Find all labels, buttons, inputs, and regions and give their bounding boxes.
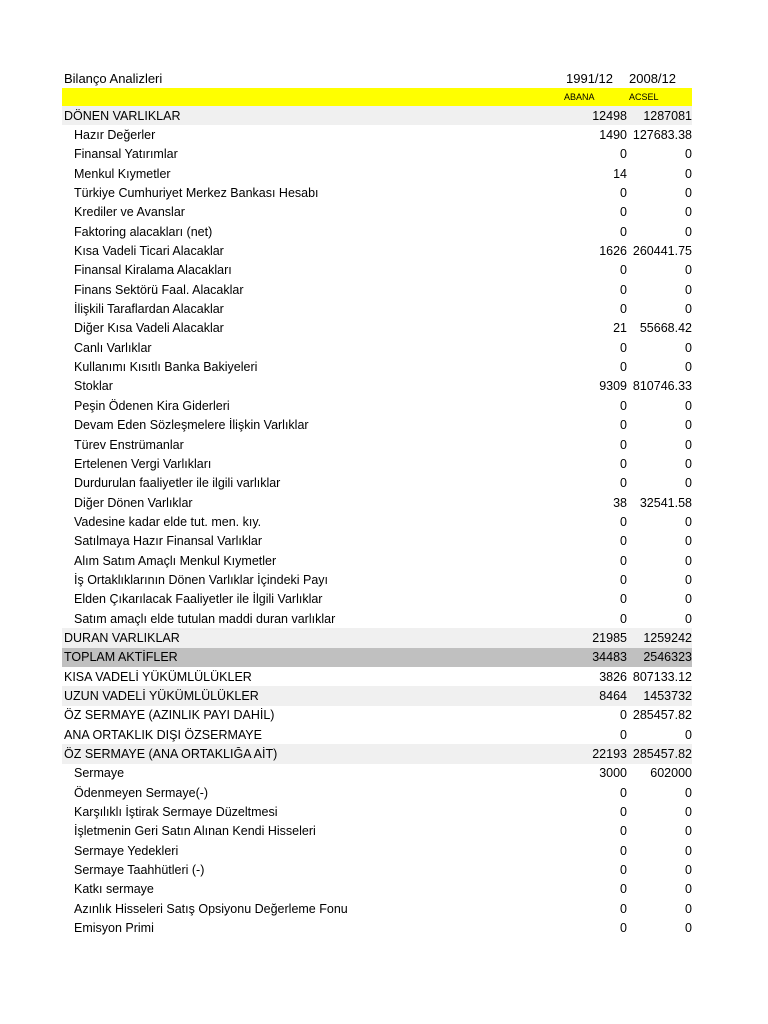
row-value-1991: 0 bbox=[620, 901, 627, 916]
row-value-1991: 0 bbox=[620, 302, 627, 317]
row-value-2008: 0 bbox=[685, 263, 692, 278]
row-value-2008: 0 bbox=[685, 572, 692, 587]
row-value-1991: 0 bbox=[620, 456, 627, 471]
table-row bbox=[62, 299, 692, 318]
table-row bbox=[62, 377, 692, 396]
row-value-2008: 0 bbox=[685, 418, 692, 433]
row-value-2008: 0 bbox=[685, 805, 692, 820]
row-value-2008: 0 bbox=[685, 437, 692, 452]
table-row bbox=[62, 686, 692, 705]
table-body bbox=[62, 106, 692, 938]
row-label: Faktoring alacakları (net) bbox=[74, 224, 213, 239]
row-value-2008: 0 bbox=[685, 921, 692, 936]
row-value-2008: 0 bbox=[685, 592, 692, 607]
row-value-1991: 0 bbox=[620, 418, 627, 433]
row-label: Türev Enstrümanlar bbox=[74, 437, 184, 452]
row-label: Vadesine kadar elde tut. men. kıy. bbox=[74, 514, 262, 529]
table-row bbox=[62, 725, 692, 744]
table-row bbox=[62, 396, 692, 415]
row-label: Karşılıklı İştirak Sermaye Düzeltmesi bbox=[74, 805, 278, 820]
table-row bbox=[62, 338, 692, 357]
table-row bbox=[62, 822, 692, 841]
row-value-2008: 0 bbox=[685, 863, 692, 878]
row-value-2008: 0 bbox=[685, 282, 692, 297]
row-label: ÖZ SERMAYE (AZINLIK PAYI DAHİL) bbox=[64, 708, 275, 723]
row-value-1991: 0 bbox=[620, 882, 627, 897]
row-value-1991: 0 bbox=[620, 785, 627, 800]
row-label: DÖNEN VARLIKLAR bbox=[64, 108, 181, 123]
row-value-1991: 1626 bbox=[599, 244, 627, 259]
row-value-2008: 0 bbox=[685, 205, 692, 220]
row-value-2008: 0 bbox=[685, 186, 692, 201]
row-value-2008: 0 bbox=[685, 824, 692, 839]
row-value-2008: 0 bbox=[685, 534, 692, 549]
period-2008-header: 2008/12 bbox=[629, 70, 676, 86]
row-label: Diğer Dönen Varlıklar bbox=[74, 495, 193, 510]
row-value-1991: 22193 bbox=[592, 747, 627, 762]
row-label: Azınlık Hisseleri Satış Opsiyonu Değerleme Fonu bbox=[74, 901, 348, 916]
row-value-2008: 0 bbox=[685, 785, 692, 800]
row-label: Finansal Kiralama Alacakları bbox=[74, 263, 232, 278]
row-label: Ödenmeyen Sermaye(-) bbox=[74, 785, 209, 800]
row-label: UZUN VADELİ YÜKÜMLÜLÜKLER bbox=[64, 688, 259, 703]
row-label: İlişkili Taraflardan Alacaklar bbox=[74, 302, 224, 317]
table-row bbox=[62, 551, 692, 570]
row-value-2008: 127683.38 bbox=[632, 128, 692, 143]
row-value-1991: 14 bbox=[613, 166, 627, 181]
row-value-1991: 9309 bbox=[599, 379, 627, 394]
row-label: Stoklar bbox=[74, 379, 113, 394]
row-label: Satım amaçlı elde tutulan maddi duran varlıklar bbox=[74, 611, 336, 626]
row-value-1991: 0 bbox=[620, 398, 627, 413]
row-value-1991: 0 bbox=[620, 592, 627, 607]
table-row bbox=[62, 590, 692, 609]
row-value-2008: 260441.75 bbox=[632, 244, 692, 259]
row-value-2008: 810746.33 bbox=[632, 379, 692, 394]
table-row bbox=[62, 918, 692, 937]
row-label: Durdurulan faaliyetler ile ilgili varlıklar bbox=[74, 476, 281, 491]
table-row bbox=[62, 667, 692, 686]
row-value-1991: 0 bbox=[620, 263, 627, 278]
row-label: KISA VADELİ YÜKÜMLÜLÜKLER bbox=[64, 669, 252, 684]
table-row bbox=[62, 241, 692, 260]
row-label: Krediler ve Avanslar bbox=[74, 205, 185, 220]
row-value-1991: 0 bbox=[620, 224, 627, 239]
table-row bbox=[62, 280, 692, 299]
row-value-2008: 0 bbox=[685, 727, 692, 742]
table-row bbox=[62, 570, 692, 589]
row-value-2008: 55668.42 bbox=[639, 321, 692, 336]
row-value-1991: 34483 bbox=[592, 650, 627, 665]
row-value-1991: 0 bbox=[620, 708, 627, 723]
table-row bbox=[62, 880, 692, 899]
table-row bbox=[62, 609, 692, 628]
header-row bbox=[62, 68, 692, 88]
table-row bbox=[62, 493, 692, 512]
row-value-2008: 0 bbox=[685, 456, 692, 471]
row-label: Katkı sermaye bbox=[74, 882, 154, 897]
row-value-1991: 38 bbox=[613, 495, 627, 510]
table-row bbox=[62, 164, 692, 183]
table-row bbox=[62, 357, 692, 376]
balance-sheet-table bbox=[62, 68, 692, 938]
row-value-2008: 0 bbox=[685, 398, 692, 413]
table-row bbox=[62, 706, 692, 725]
row-value-1991: 8464 bbox=[599, 688, 627, 703]
table-row bbox=[62, 744, 692, 763]
company-code-row bbox=[62, 88, 692, 106]
row-value-2008: 285457.82 bbox=[632, 708, 692, 723]
row-label: DURAN VARLIKLAR bbox=[64, 630, 180, 645]
row-label: Emisyon Primi bbox=[74, 921, 154, 936]
row-value-1991: 0 bbox=[620, 553, 627, 568]
table-row bbox=[62, 203, 692, 222]
row-value-1991: 12498 bbox=[592, 108, 627, 123]
row-value-1991: 21 bbox=[613, 321, 627, 336]
table-row bbox=[62, 145, 692, 164]
row-label: Sermaye Taahhütleri (-) bbox=[74, 863, 205, 878]
row-value-2008: 1453732 bbox=[643, 688, 692, 703]
table-row bbox=[62, 183, 692, 202]
row-value-2008: 602000 bbox=[650, 766, 692, 781]
row-label: Elden Çıkarılacak Faaliyetler ile İlgili Varlıklar bbox=[74, 592, 323, 607]
row-value-1991: 0 bbox=[620, 514, 627, 529]
company-code-acsel: ACSEL bbox=[629, 92, 659, 102]
row-value-2008: 0 bbox=[685, 340, 692, 355]
row-label: İşletmenin Geri Satın Alınan Kendi Hisseleri bbox=[74, 824, 316, 839]
row-value-1991: 0 bbox=[620, 437, 627, 452]
row-value-2008: 0 bbox=[685, 224, 692, 239]
row-label: Kısa Vadeli Ticari Alacaklar bbox=[74, 244, 224, 259]
row-value-1991: 0 bbox=[620, 205, 627, 220]
row-value-2008: 807133.12 bbox=[632, 669, 692, 684]
table-row bbox=[62, 783, 692, 802]
row-value-2008: 1259242 bbox=[643, 630, 692, 645]
row-value-2008: 32541.58 bbox=[639, 495, 692, 510]
row-value-1991: 0 bbox=[620, 147, 627, 162]
row-value-1991: 0 bbox=[620, 843, 627, 858]
row-label: TOPLAM AKTİFLER bbox=[64, 650, 178, 665]
row-value-1991: 0 bbox=[620, 863, 627, 878]
row-value-1991: 3826 bbox=[599, 669, 627, 684]
table-row bbox=[62, 106, 692, 125]
row-label: Hazır Değerler bbox=[74, 128, 156, 143]
period-1991-header: 1991/12 bbox=[566, 70, 613, 86]
table-row bbox=[62, 860, 692, 879]
row-label: ÖZ SERMAYE (ANA ORTAKLIĞA AİT) bbox=[64, 747, 278, 762]
row-value-2008: 0 bbox=[685, 302, 692, 317]
row-value-1991: 0 bbox=[620, 534, 627, 549]
table-row bbox=[62, 512, 692, 531]
row-value-1991: 0 bbox=[620, 824, 627, 839]
row-value-2008: 0 bbox=[685, 166, 692, 181]
row-value-2008: 0 bbox=[685, 476, 692, 491]
row-value-1991: 21985 bbox=[592, 630, 627, 645]
row-value-1991: 1490 bbox=[599, 128, 627, 143]
row-label: Sermaye Yedekleri bbox=[74, 843, 179, 858]
row-value-2008: 0 bbox=[685, 360, 692, 375]
row-label: Finans Sektörü Faal. Alacaklar bbox=[74, 282, 244, 297]
row-label: ANA ORTAKLIK DIŞI ÖZSERMAYE bbox=[64, 727, 262, 742]
row-label: Ertelenen Vergi Varlıkları bbox=[74, 456, 212, 471]
table-row bbox=[62, 261, 692, 280]
row-value-2008: 0 bbox=[685, 843, 692, 858]
row-label: İş Ortaklıklarının Dönen Varlıklar İçindeki Payı bbox=[74, 572, 329, 587]
row-value-1991: 0 bbox=[620, 727, 627, 742]
row-label: Peşin Ödenen Kira Giderleri bbox=[74, 398, 230, 413]
table-row bbox=[62, 416, 692, 435]
row-value-1991: 0 bbox=[620, 805, 627, 820]
row-value-1991: 0 bbox=[620, 360, 627, 375]
row-label: Devam Eden Sözleşmelere İlişkin Varlıklar bbox=[74, 418, 309, 433]
table-row bbox=[62, 125, 692, 144]
row-label: Menkul Kıymetler bbox=[74, 166, 171, 181]
row-value-2008: 0 bbox=[685, 553, 692, 568]
row-value-2008: 0 bbox=[685, 882, 692, 897]
table-row bbox=[62, 764, 692, 783]
table-row bbox=[62, 474, 692, 493]
row-value-2008: 285457.82 bbox=[632, 747, 692, 762]
table-row bbox=[62, 435, 692, 454]
row-value-2008: 1287081 bbox=[643, 108, 692, 123]
row-label: Sermaye bbox=[74, 766, 125, 781]
row-label: Finansal Yatırımlar bbox=[74, 147, 178, 162]
table-row bbox=[62, 802, 692, 821]
row-value-1991: 0 bbox=[620, 186, 627, 201]
row-label: Türkiye Cumhuriyet Merkez Bankası Hesabı bbox=[74, 186, 319, 201]
row-value-1991: 0 bbox=[620, 572, 627, 587]
row-value-1991: 0 bbox=[620, 611, 627, 626]
company-code-abana: ABANA bbox=[564, 92, 595, 102]
row-value-2008: 0 bbox=[685, 901, 692, 916]
row-value-2008: 0 bbox=[685, 147, 692, 162]
table-row bbox=[62, 222, 692, 241]
row-value-2008: 2546323 bbox=[643, 650, 692, 665]
row-value-1991: 0 bbox=[620, 340, 627, 355]
table-row bbox=[62, 319, 692, 338]
table-row bbox=[62, 532, 692, 551]
table-row bbox=[62, 454, 692, 473]
row-value-2008: 0 bbox=[685, 611, 692, 626]
sheet-title: Bilanço Analizleri bbox=[64, 70, 163, 86]
row-label: Alım Satım Amaçlı Menkul Kıymetler bbox=[74, 553, 277, 568]
row-value-2008: 0 bbox=[685, 514, 692, 529]
table-row bbox=[62, 628, 692, 647]
table-row bbox=[62, 841, 692, 860]
row-label: Satılmaya Hazır Finansal Varlıklar bbox=[74, 534, 263, 549]
row-label: Kullanımı Kısıtlı Banka Bakiyeleri bbox=[74, 360, 258, 375]
row-value-1991: 3000 bbox=[599, 766, 627, 781]
row-value-1991: 0 bbox=[620, 921, 627, 936]
table-row bbox=[62, 899, 692, 918]
row-label: Diğer Kısa Vadeli Alacaklar bbox=[74, 321, 224, 336]
table-row bbox=[62, 648, 692, 667]
row-value-1991: 0 bbox=[620, 476, 627, 491]
row-value-1991: 0 bbox=[620, 282, 627, 297]
row-label: Canlı Varlıklar bbox=[74, 340, 152, 355]
